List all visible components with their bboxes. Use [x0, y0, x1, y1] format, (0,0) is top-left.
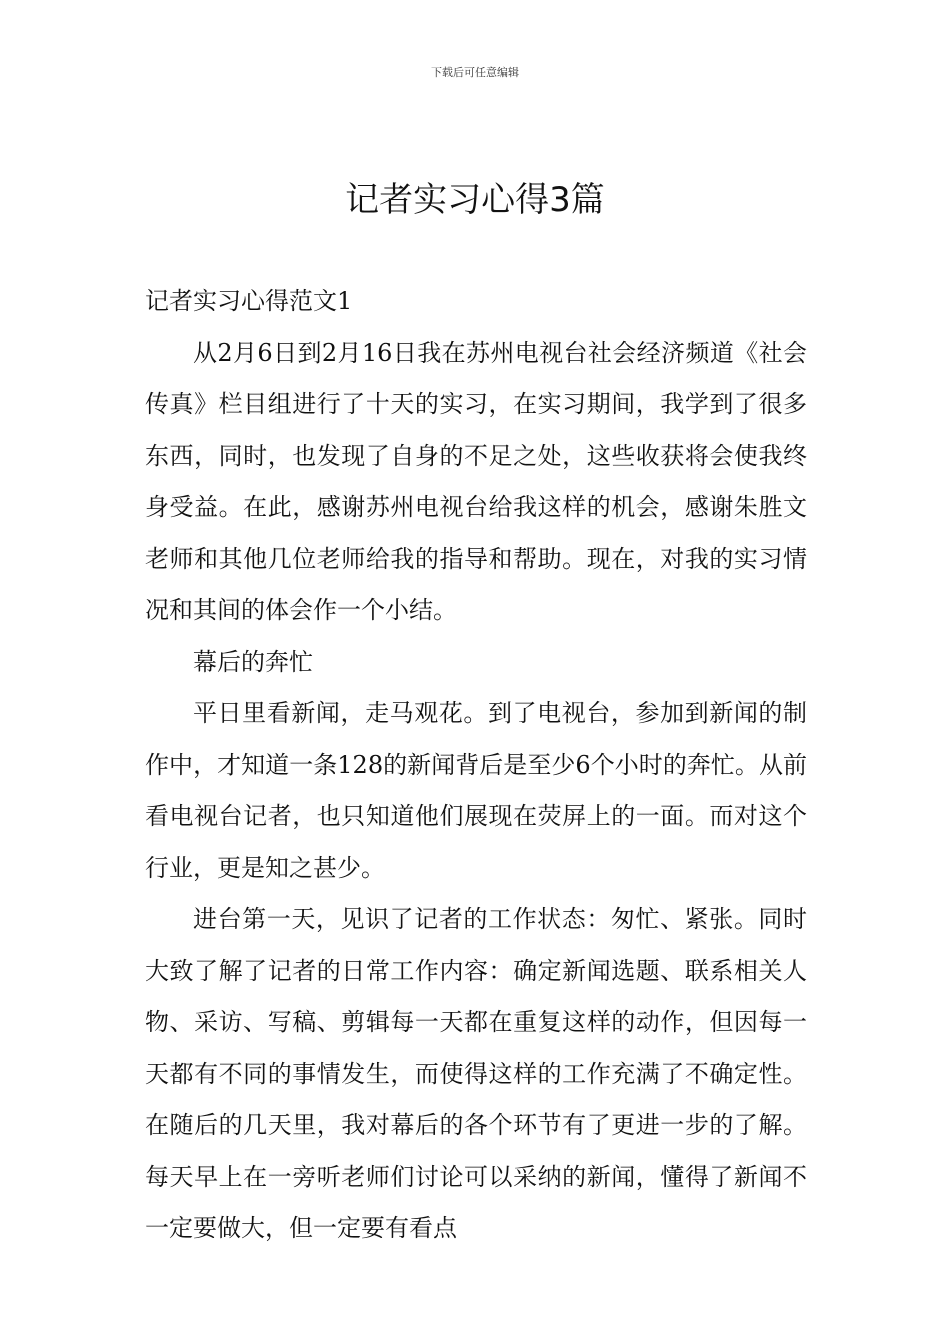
- paragraph: 从2月6日到2月16日我在苏州电视台社会经济频道《社会传真》栏目组进行了十天的实习，在实习期间，我学到了很多东西，同时，也发现了自身的不足之处，这些收获将会使我终身受益。在此，感谢苏州电视台给我这样的机会，感谢朱胜文老师和其他几位老师给我的指导和帮助。现在，对我的实习情况和其间的体会作一个小结。: [145, 338, 807, 624]
- paragraph: 进台第一天，见识了记者的工作状态：匆忙、紧张。同时大致了解了记者的日常工作内容：确定新闻选题、联系相关人物、采访、写稿、剪辑每一天都在重复这样的动作，但因每一天都有不同的事情发生，而使得这样的工作充满了不确定性。在随后的几天里，我对幕后的各个环节有了更进一步的了解。每天早上在一旁听老师们讨论可以采纳的新闻，懂得了新闻不一定要做大，但一定要有看点: [145, 905, 807, 1242]
- header-note: 下载后可任意编辑: [431, 66, 519, 79]
- section-title: 记者实习心得范文1: [145, 287, 353, 315]
- document-title: 记者实习心得3篇: [345, 180, 605, 220]
- paragraph: 平日里看新闻，走马观花。到了电视台，参加到新闻的制作中，才知道一条128的新闻背后是至少6个小时的奔忙。从前看电视台记者，也只知道他们展现在荧屏上的一面。而对这个行业，更是知之甚少。: [145, 699, 807, 882]
- subheading: 幕后的奔忙: [193, 647, 313, 676]
- document-body: [145, 276, 807, 1255]
